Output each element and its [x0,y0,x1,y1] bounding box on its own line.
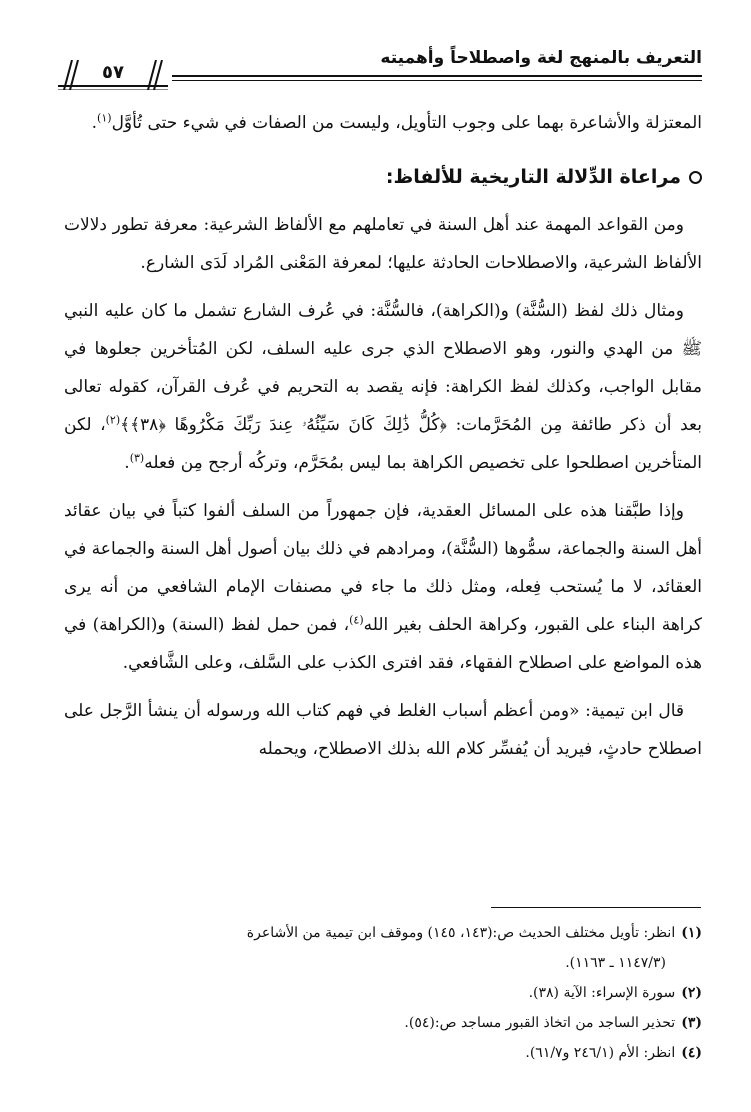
footnote-number: (١) [681,925,702,941]
paragraph-text: ، فمن حمل لفظ (السنة) و(الكراهة) في هذه المواضع على اصطلاح الفقهاء، فقد افترى الكذب على السَّلف، وعلى الشَّافعي. [64,615,702,673]
footnote-ref: (٤) [349,613,364,627]
footnote-ref: (٣) [129,451,145,465]
paragraph-text: وإذا طبَّقنا هذه على المسائل العقدية، فإن جمهوراً من السلف ألفوا كتباً في بيان عقائد أهل السنة والجماعة، سمُّوها (السُّنَّة)، ومرادهم في ذلك بيان أصول أهل السنة والجماعة في العقائد، لا ما يُستحب فِعله، ومثل ذلك ما جاء في مصنفات الإمام الشافعي من أنه يرى كراهة البناء على القبور، وكراهة الحلف بغير الله [63,501,702,635]
footnote-text: انظر: تأويل مختلف الحديث ص:(١٤٣، ١٤٥) وموقف ابن تيمية من الأشاعرة [246,925,676,941]
paragraph-text: المعتزلة والأشاعرة بهما على وجوب التأويل، وليست من الصفات في شيء حتى تُأوَّل [111,113,702,133]
section-heading-text: مراعاة الدِّلالة التاريخية للألفاظ: [385,166,681,188]
section-heading [64,158,702,196]
running-title: التعريف بالمنهج لغة واصطلاحاً وأهميته [380,48,702,68]
page-number: ٥٧ [102,62,124,83]
circle-bullet-icon [689,171,702,184]
footnote [64,1008,702,1038]
footnote-continuation: (١١٤٧/٣ ـ ١١٦٣). [565,955,666,971]
paragraph [64,492,702,682]
footnote-text: تحذير الساجد من اتخاذ القبور مساجد ص:(٥٤). [404,1015,676,1031]
footnote-number: (٢) [681,985,702,1001]
page-header [52,42,702,94]
paragraph-text: . [91,113,98,133]
footnotes [64,918,702,1068]
footnote-ref: (١) [97,111,112,125]
footnote-number: (٤) [681,1045,702,1061]
main-text [64,104,702,768]
footnote-separator [491,907,701,908]
paragraph [64,292,702,482]
footnote [64,918,702,948]
paragraph [64,104,702,142]
paragraph: قال ابن تيمية: «ومن أعظم أسباب الغلط في فهم كتاب الله ورسوله أن ينشأ الرَّجل على اصطلاح حادثٍ، فيريد أن يُفسِّر كلام الله بذلك الاصطلاح، ويحمله [64,701,702,759]
footnote-number: (٣) [681,1015,702,1031]
footnote-ref: (٢) [105,413,121,427]
paragraph-text: ومثال ذلك لفظ (السُّنَّة) و(الكراهة)، فالسُّنَّة: في عُرف الشارع تشمل ما كان عليه النبي ﷺ من الهدي والنور، وهو الاصطلاح الذي جرى عليه السلف، لكن المُتأخرين جعلوها في مقابل الواجب، وكذلك لفظ الكراهة: فإنه يقصد به التحريم في عُرف القرآن، كقوله تعالى بعد أن ذكر طائفة مِن المُحَرَّمات: ﴿كُلُّ ذَٰلِكَ كَانَ سَيِّئُهُۥ عِندَ رَبِّكَ مَكْرُوهًا ﴿٣٨﴾﴾ [64,301,702,435]
paragraph-text: ، لكن المتأخرين اصطلحوا على تخصيص الكراهة بما ليس بمُحَرَّم، وتركُه أرجح مِن فعله [64,415,702,473]
paragraph: ومن القواعد المهمة عند أهل السنة في تعاملهم مع الألفاظ الشرعية: معرفة تطور دلالات الألفاظ الشرعية، والاصطلاحات الحادثة عليها؛ لمعرفة المَعْنى المُراد لَدَى الشارع. [64,215,702,273]
footnote-text: انظر: الأم (٢٤٦/١ و٦١/٧). [525,1045,676,1061]
header-rule [172,75,702,81]
footnote [64,978,702,1008]
paragraph-text: . [124,453,130,473]
footnote [64,1038,702,1068]
page-number-box [58,60,168,90]
footnote-text: سورة الإسراء: الآية (٣٨). [528,985,676,1001]
